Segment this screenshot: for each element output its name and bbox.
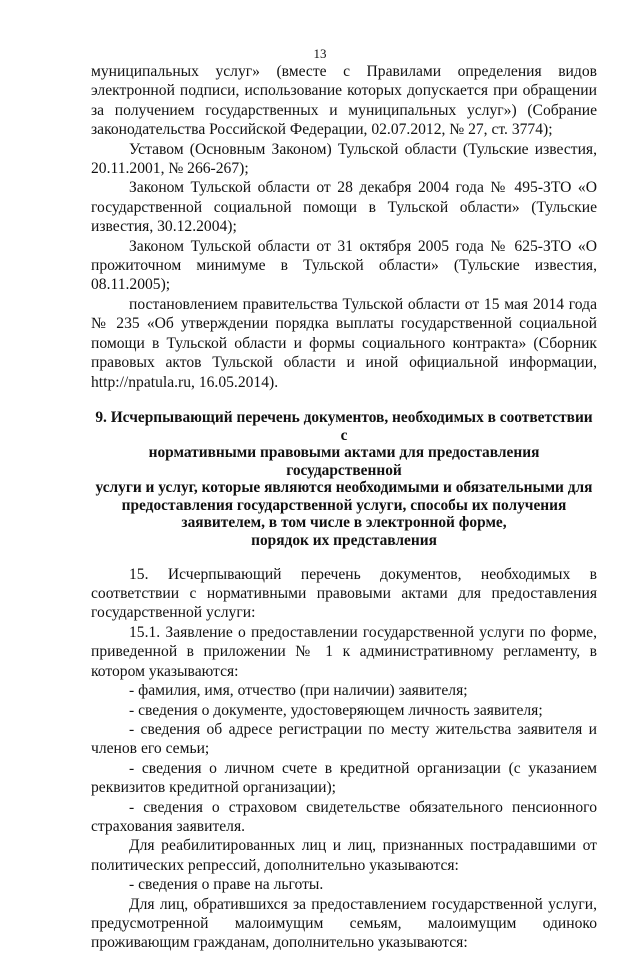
paragraph-law-495: Законом Тульской области от 28 декабря 2004 года № 495-ЗТО «О государственной социальной помощи в Тульской области» (Тульские известия, 30.12.2004); [91,179,597,236]
section-heading-line: услуги и услуг, которые являются необходимыми и обязательными для [95,479,593,497]
section-heading-line: порядок их представления [251,532,437,550]
section-heading-line: 9. Исчерпывающий перечень документов, необходимых в соответствии с [95,408,593,444]
page-number: 13 [313,46,327,61]
document-body [91,62,597,953]
section-heading [91,409,597,550]
paragraph-continuation: муниципальных услуг» (вместе с Правилами определения видов электронной подписи, использование которых допускается при обращении за получением государственных и муниципальных услуг») (Собрание законодательства Российской Федерации, 02.07.2012, № 27, ст. 3774); [91,63,597,139]
section-heading-line: заявителем, в том числе в электронной форме, [181,514,507,532]
list-item: - сведения о личном счете в кредитной организации (с указанием реквизитов кредитной организации); [91,759,597,797]
paragraph-resolution-235: постановлением правительства Тульской области от 15 мая 2014 года № 235 «Об утверждении порядка выплаты государственной социальной помощи в Тульской области и формы социального контракта» (Сборник правовых актов Тульской области и иной официальной информации, http://npatula.ru, 16.05.2014). [91,295,597,391]
section-heading-line: предоставления государственной услуги, способы их получения [121,496,567,514]
list-item: - сведения об адресе регистрации по месту жительства заявителя и членов его семьи; [91,720,597,758]
list-item: - сведения о страховом свидетельстве обязательного пенсионного страхования заявителя. [91,798,597,835]
paragraph-law-625: Законом Тульской области от 31 октября 2005 года № 625-ЗТО «О прожиточном минимуме в Тульской области» (Тульские известия, 08.11.2005); [91,237,597,294]
paragraph-item-15-1: 15.1. Заявление о предоставлении государственной услуги по форме, приведенной в приложении № 1 к административному регламенту, в котором указываются: [91,623,597,680]
list-item: - сведения о документе, удостоверяющем личность заявителя; [129,701,543,719]
paragraph-rehabilitated: Для реабилитированных лиц и лиц, признанных пострадавшими от политических репрессий, дополнительно указываются: [91,837,597,874]
paragraph-item-15: 15. Исчерпывающий перечень документов, необходимых в соответствии с нормативными правовыми актами для предоставления государственной услуги: [91,565,597,622]
paragraph-low-income: Для лиц, обратившихся за предоставлением государственной услуги, предусмотренной малоимущим семьям, малоимущим одиноко проживающим гражданам, дополнительно указываются: [91,895,597,952]
paragraph-charter: Уставом (Основным Законом) Тульской области (Тульские известия, 20.11.2001, № 266-267); [91,140,597,178]
section-heading-line: нормативными правовыми актами для предоставления государственной [148,444,540,479]
list-item: - фамилия, имя, отчество (при наличии) заявителя; [129,682,468,700]
list-item: - сведения о праве на льготы. [129,876,324,894]
